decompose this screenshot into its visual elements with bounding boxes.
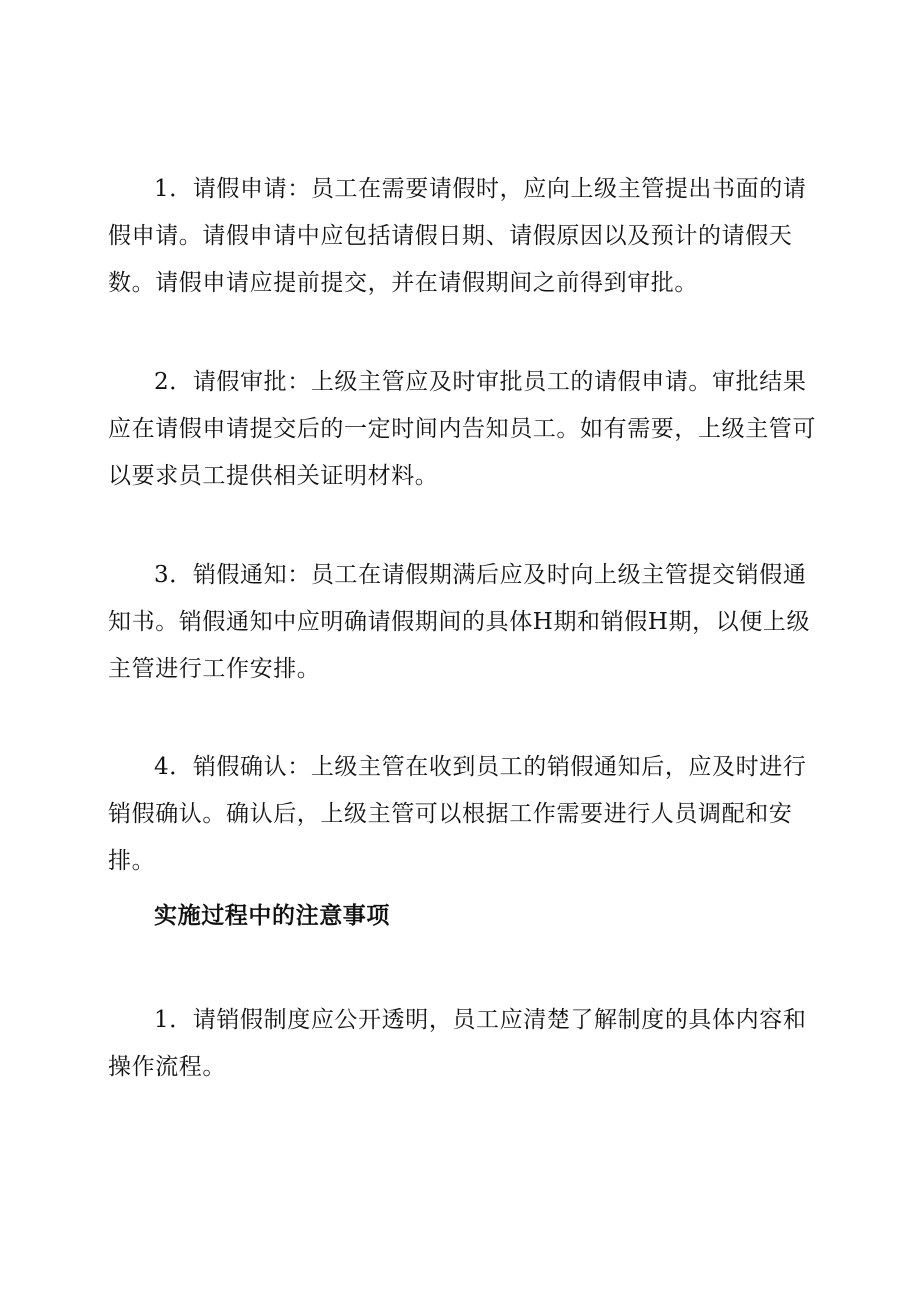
paragraph-return-notice: 3．销假通知：员工在请假期满后应及时向上级主管提交销假通知书。销假通知中应明确请假期间的具体H期和销假H期，以便上级主管进行工作安排。 — [108, 562, 811, 682]
paragraph-return-confirmation: 4．销假确认：上级主管在收到员工的销假通知后，应及时进行销假确认。确认后，上级主管可以根据工作需要进行人员调配和安排。 — [108, 754, 807, 874]
paragraph-leave-application: 1．请假申请：员工在需要请假时，应向上级主管提出书面的请假申请。请假申请中应包括请假日期、请假原因以及预计的请假天数。请假申请应提前提交，并在请假期间之前得到审批。 — [108, 176, 807, 296]
note-item-transparency: 1．请销假制度应公开透明，员工应清楚了解制度的具体内容和操作流程。 — [108, 1007, 807, 1080]
paragraph-leave-approval: 2．请假审批：上级主管应及时审批员工的请假申请。审批结果应在请假申请提交后的一定时间内告知员工。如有需要，上级主管可以要求员工提供相关证明材料。 — [108, 369, 816, 489]
section-heading-implementation-notes: 实施过程中的注意事项 — [154, 902, 390, 929]
